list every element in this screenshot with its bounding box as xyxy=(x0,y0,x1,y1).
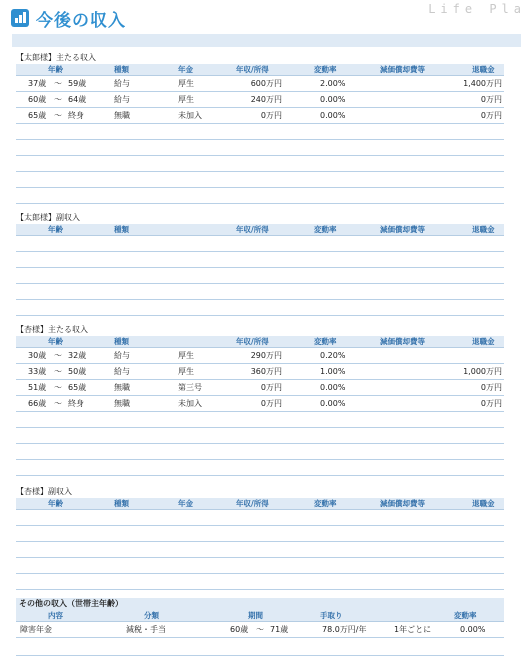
table-row xyxy=(16,92,504,108)
type-value: 給与 xyxy=(114,95,130,104)
empty-row xyxy=(16,252,504,268)
col-income: 年収/所得 xyxy=(236,499,269,508)
section-title: その他の収入（世帯主年齢） xyxy=(16,598,504,610)
pension-value: 厚生 xyxy=(178,95,194,104)
section-title: 【太郎様】副収入 xyxy=(16,213,80,222)
income-value: 0万円 xyxy=(260,399,282,408)
empty-row xyxy=(16,236,504,252)
type-value: 給与 xyxy=(114,351,130,360)
rate-value: 2.00% xyxy=(320,79,346,88)
age-to: 50歳 xyxy=(68,367,87,376)
other-income-section xyxy=(16,598,504,638)
table-header xyxy=(16,224,504,236)
age-from: 33歳 xyxy=(28,367,47,376)
period-from: 60歳 xyxy=(230,625,249,634)
col-retirement: 退職金 xyxy=(472,225,495,234)
empty-row xyxy=(16,300,504,316)
col-age: 年齢 xyxy=(48,337,63,346)
col-type: 種類 xyxy=(114,225,129,234)
col-age: 年齢 xyxy=(48,65,63,74)
taro-main-income-section xyxy=(16,52,504,204)
col-age: 年齢 xyxy=(48,499,63,508)
table-header xyxy=(16,336,504,348)
type-value: 無職 xyxy=(114,399,130,408)
empty-row xyxy=(16,558,504,574)
col-pension: 年金 xyxy=(178,65,193,74)
section-title: 【杏様】副収入 xyxy=(16,487,72,496)
empty-row xyxy=(16,574,504,590)
range-separator: ～ xyxy=(256,625,264,634)
table-row xyxy=(16,396,504,412)
col-retirement: 退職金 xyxy=(472,65,495,74)
period-to: 71歳 xyxy=(270,625,289,634)
type-value: 無職 xyxy=(114,111,130,120)
content-value: 障害年金 xyxy=(20,625,52,634)
section-title: 【杏様】主たる収入 xyxy=(16,325,88,334)
col-age: 年齢 xyxy=(48,225,63,234)
age-from: 65歳 xyxy=(28,111,47,120)
col-content: 内容 xyxy=(48,611,63,620)
table-row xyxy=(16,622,504,638)
takehome-value: 78.0万円/年 xyxy=(322,625,367,634)
empty-row xyxy=(16,444,504,460)
rate-value: 0.00% xyxy=(460,625,486,634)
empty-row xyxy=(16,268,504,284)
pension-value: 第三号 xyxy=(178,383,202,392)
range-separator: ～ xyxy=(54,351,62,360)
age-from: 60歳 xyxy=(28,95,47,104)
category-value: 減税・手当 xyxy=(126,625,166,634)
page-title: 今後の収入 xyxy=(36,11,126,31)
income-value: 600万円 xyxy=(250,79,282,88)
range-separator: ～ xyxy=(54,383,62,392)
range-separator: ～ xyxy=(54,367,62,376)
taro-sub-income-section xyxy=(16,212,504,316)
interval-value: 1年ごとに xyxy=(394,625,432,634)
age-from: 37歳 xyxy=(28,79,47,88)
rate-value: 0.00% xyxy=(320,95,346,104)
age-from: 66歳 xyxy=(28,399,47,408)
empty-row xyxy=(16,526,504,542)
income-value: 240万円 xyxy=(250,95,282,104)
pension-value: 厚生 xyxy=(178,79,194,88)
col-type: 種類 xyxy=(114,499,129,508)
pension-value: 厚生 xyxy=(178,367,194,376)
rate-value: 0.20% xyxy=(320,351,346,360)
rate-value: 0.00% xyxy=(320,399,346,408)
empty-row xyxy=(16,412,504,428)
empty-row xyxy=(16,284,504,300)
retirement-value: 0万円 xyxy=(480,111,502,120)
col-rate: 変動率 xyxy=(314,499,337,508)
retirement-value: 0万円 xyxy=(480,383,502,392)
col-type: 種類 xyxy=(114,337,129,346)
empty-row xyxy=(16,188,504,204)
age-to: 終身 xyxy=(68,111,84,120)
type-value: 無職 xyxy=(114,383,130,392)
table-row xyxy=(16,348,504,364)
retirement-value: 1,000万円 xyxy=(463,367,502,376)
range-separator: ～ xyxy=(54,79,62,88)
age-to: 終身 xyxy=(68,399,84,408)
income-value: 0万円 xyxy=(260,383,282,392)
table-row xyxy=(16,380,504,396)
age-to: 59歳 xyxy=(68,79,87,88)
pension-value: 未加入 xyxy=(178,399,202,408)
pension-value: 未加入 xyxy=(178,111,202,120)
an-sub-income-section xyxy=(16,486,504,590)
col-rate: 変動率 xyxy=(314,65,337,74)
table-header xyxy=(16,498,504,510)
age-to: 32歳 xyxy=(68,351,87,360)
rate-value: 0.00% xyxy=(320,111,346,120)
divider xyxy=(16,655,504,656)
range-separator: ～ xyxy=(54,399,62,408)
table-header xyxy=(16,610,504,622)
empty-row xyxy=(16,428,504,444)
pension-value: 厚生 xyxy=(178,351,194,360)
range-separator: ～ xyxy=(54,95,62,104)
empty-row xyxy=(16,124,504,140)
empty-row xyxy=(16,140,504,156)
table-row xyxy=(16,108,504,124)
an-main-income-section xyxy=(16,324,504,476)
table-row xyxy=(16,364,504,380)
table-row xyxy=(16,76,504,92)
brand-watermark: Life Pla xyxy=(428,2,526,16)
age-from: 30歳 xyxy=(28,351,47,360)
page-header xyxy=(0,0,526,34)
rate-value: 1.00% xyxy=(320,367,346,376)
section-title: 【太郎様】主たる収入 xyxy=(16,53,96,62)
retirement-value: 0万円 xyxy=(480,95,502,104)
col-income: 年収/所得 xyxy=(236,65,269,74)
col-depreciation: 減価償却費等 xyxy=(380,337,425,346)
col-rate: 変動率 xyxy=(454,611,477,620)
income-value: 0万円 xyxy=(260,111,282,120)
chart-icon xyxy=(11,9,29,27)
empty-row xyxy=(16,510,504,526)
income-value: 360万円 xyxy=(250,367,282,376)
header-band xyxy=(12,34,521,47)
col-depreciation: 減価償却費等 xyxy=(380,225,425,234)
col-pension: 年金 xyxy=(178,499,193,508)
col-retirement: 退職金 xyxy=(472,499,495,508)
col-depreciation: 減価償却費等 xyxy=(380,65,425,74)
col-rate: 変動率 xyxy=(314,225,337,234)
col-type: 種類 xyxy=(114,65,129,74)
rate-value: 0.00% xyxy=(320,383,346,392)
col-retirement: 退職金 xyxy=(472,337,495,346)
col-period: 期間 xyxy=(248,611,263,620)
empty-row xyxy=(16,156,504,172)
col-rate: 変動率 xyxy=(314,337,337,346)
col-takehome: 手取り xyxy=(320,611,343,620)
type-value: 給与 xyxy=(114,367,130,376)
table-header xyxy=(16,64,504,76)
empty-row xyxy=(16,172,504,188)
col-income: 年収/所得 xyxy=(236,225,269,234)
income-value: 290万円 xyxy=(250,351,282,360)
age-to: 65歳 xyxy=(68,383,87,392)
retirement-value: 1,400万円 xyxy=(463,79,502,88)
empty-row xyxy=(16,460,504,476)
age-to: 64歳 xyxy=(68,95,87,104)
col-depreciation: 減価償却費等 xyxy=(380,499,425,508)
retirement-value: 0万円 xyxy=(480,399,502,408)
empty-row xyxy=(16,542,504,558)
age-from: 51歳 xyxy=(28,383,47,392)
col-category: 分類 xyxy=(144,611,159,620)
type-value: 給与 xyxy=(114,79,130,88)
col-income: 年収/所得 xyxy=(236,337,269,346)
range-separator: ～ xyxy=(54,111,62,120)
